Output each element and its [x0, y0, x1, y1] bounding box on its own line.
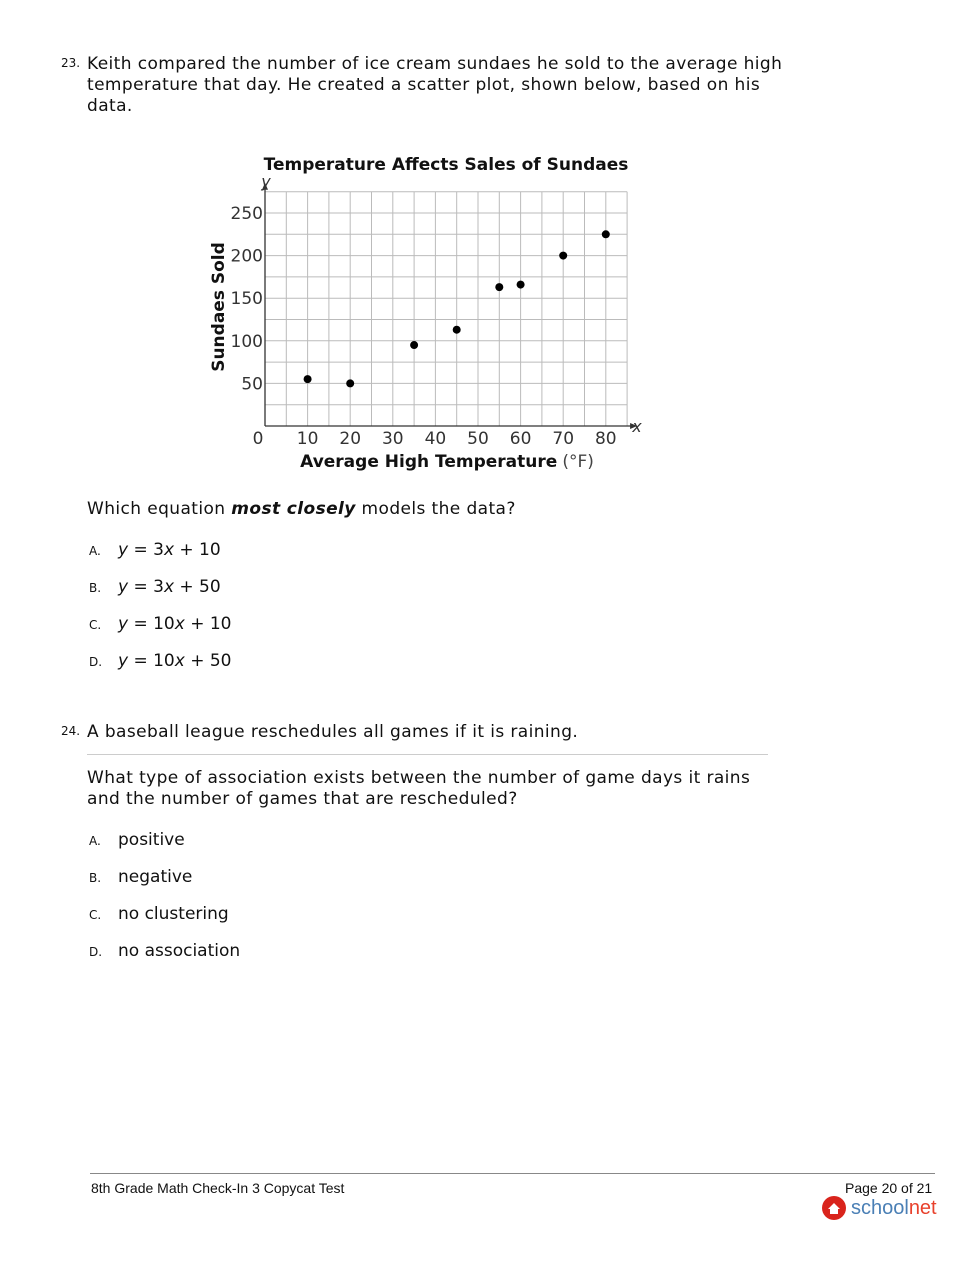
answer-option[interactable]	[89, 867, 192, 887]
answer-option[interactable]	[89, 904, 229, 924]
option-letter: D.	[89, 945, 103, 959]
option-letter: C.	[89, 618, 102, 632]
answer-option[interactable]	[89, 651, 232, 671]
schoolnet-logo: schoolnet	[821, 1195, 937, 1221]
x-tick-label: 40	[424, 429, 447, 449]
data-point	[559, 252, 567, 260]
data-point	[453, 326, 461, 334]
origin-label: 0	[252, 429, 264, 449]
footer-divider	[90, 1173, 935, 1174]
x-tick-label: 50	[467, 429, 489, 449]
y-tick-label: 150	[230, 289, 263, 310]
data-point	[517, 281, 525, 289]
data-point	[495, 283, 503, 291]
answer-option[interactable]	[89, 614, 232, 634]
scatter-plot	[0, 0, 979, 480]
data-point	[602, 230, 610, 238]
x-variable-label: x	[632, 417, 642, 436]
y-tick-label: 100	[230, 331, 263, 352]
y-axis-label: Sundaes Sold	[209, 242, 229, 372]
x-tick-label: 60	[509, 429, 532, 449]
x-tick-label: 80	[594, 429, 617, 449]
answer-option[interactable]	[89, 830, 185, 850]
question-text: Keith compared the number of ice cream sundaes he sold to the average high temperature that day. He created a scatter plot, shown below, based on his data.	[87, 54, 783, 116]
x-tick-label: 70	[552, 429, 575, 449]
option-equation: y = 10x + 50	[118, 651, 232, 671]
home-icon	[821, 1195, 847, 1221]
option-letter: A.	[89, 834, 101, 848]
answer-option[interactable]	[89, 941, 240, 961]
divider	[87, 754, 768, 755]
option-letter: B.	[89, 871, 102, 885]
option-text: no clustering	[118, 904, 229, 924]
x-tick-label: 10	[296, 429, 319, 449]
data-point	[346, 379, 354, 387]
option-equation: y = 3x + 10	[118, 540, 221, 560]
x-axis-label: Average High Temperature (°F)	[300, 452, 594, 472]
question-text: A baseball league reschedules all games if it is raining.	[87, 722, 579, 742]
x-tick-label: 30	[381, 429, 404, 449]
option-text: negative	[118, 867, 193, 887]
question-number: 23.	[61, 56, 81, 70]
option-equation: y = 3x + 50	[118, 577, 221, 597]
x-tick-label: 20	[339, 429, 362, 449]
y-tick-label: 200	[230, 246, 263, 267]
question-prompt: What type of association exists between the number of game days it rains and the number of games that are rescheduled?	[87, 768, 751, 809]
answer-option[interactable]	[89, 577, 221, 597]
y-tick-label: 50	[241, 374, 263, 395]
option-text: positive	[118, 830, 185, 850]
chart-title: Temperature Affects Sales of Sundaes	[263, 155, 629, 175]
y-tick-label: 250	[230, 204, 263, 224]
option-equation: y = 10x + 10	[118, 614, 232, 634]
question-number: 24.	[61, 724, 81, 738]
data-point	[410, 341, 418, 349]
option-letter: C.	[89, 908, 102, 922]
page-number: Page 20 of 21	[845, 1180, 933, 1196]
y-variable-label: y	[261, 172, 271, 191]
footer-title: 8th Grade Math Check-In 3 Copycat Test	[91, 1180, 345, 1196]
option-text: no association	[118, 941, 241, 961]
option-letter: B.	[89, 581, 102, 595]
data-point	[304, 375, 312, 383]
option-letter: D.	[89, 655, 103, 669]
option-letter: A.	[89, 544, 101, 558]
question-prompt: Which equation most closely models the data?	[87, 499, 516, 519]
answer-option[interactable]	[89, 540, 221, 560]
